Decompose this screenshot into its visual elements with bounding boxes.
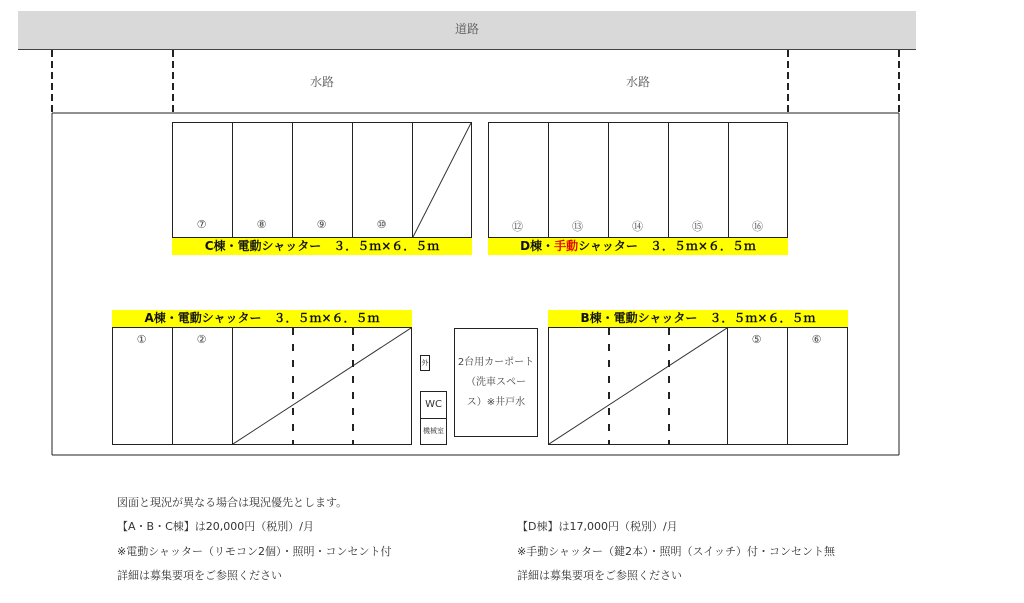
unit-number: ⑭ xyxy=(632,220,643,233)
unit-number: ② xyxy=(196,333,207,346)
note-abc-price: 【A・B・C棟】は20,000円（税別）/月 xyxy=(117,520,314,533)
d-building-label xyxy=(488,238,788,255)
note-d-price: 【D棟】は17,000円（税別）/月 xyxy=(517,520,678,533)
carport-line3: ス）※井戸水 xyxy=(466,397,526,408)
unit-number: ⑦ xyxy=(196,218,207,231)
unit-number: ⑥ xyxy=(811,333,822,346)
c-building-label: C棟・電動シャッター ３．５ｍ×６．５ｍ xyxy=(172,238,472,255)
unit-number: ⑯ xyxy=(752,220,763,233)
b-building-label: B棟・電動シャッター ３．５ｍ×６．５ｍ xyxy=(548,310,848,327)
note-priority: 図面と現況が異なる場合は現況優先とします。 xyxy=(117,496,348,509)
unit-number: ① xyxy=(136,333,147,346)
wc: WC xyxy=(420,391,447,419)
machine-room: 機械室 xyxy=(420,418,447,445)
unavailable-slash xyxy=(413,123,471,237)
units-3b-4b-unavailable xyxy=(548,327,728,445)
d-label-manual: 手動 xyxy=(554,239,579,253)
unavailable-slash xyxy=(233,328,411,444)
a-building-label: A棟・電動シャッター ３．５ｍ×６．５ｍ xyxy=(112,310,412,327)
unit-number: ⑩ xyxy=(376,218,387,231)
unit-number: ⑬ xyxy=(572,220,583,233)
d-label-pre: D棟・ xyxy=(520,239,555,253)
unit-11-unavailable xyxy=(412,122,472,238)
units-3-4-unavailable xyxy=(232,327,412,445)
unit-number: ⑤ xyxy=(751,333,762,346)
carport xyxy=(454,328,538,437)
waterway-right-label: 水路 xyxy=(625,75,650,89)
carport-line2: （洗車スペー xyxy=(466,377,526,388)
small-fixture: 外 xyxy=(420,355,430,371)
carport-line1: 2台用カーポート xyxy=(457,357,535,368)
waterway-left-label: 水路 xyxy=(309,75,334,89)
note-abc-details: 詳細は募集要項をご参照ください xyxy=(117,569,282,582)
note-abc-features: ※電動シャッター（リモコン2個）・照明・コンセント付 xyxy=(117,545,392,558)
note-d-features: ※手動シャッター（鍵2本）・照明（スイッチ）付・コンセント無 xyxy=(517,545,836,558)
d-label-post: シャッター ３．５ｍ×６．５ｍ xyxy=(578,239,756,253)
unit-number: ⑨ xyxy=(316,218,327,231)
unit-number: ⑫ xyxy=(512,220,523,233)
road-label: 道路 xyxy=(454,22,479,36)
unavailable-slash xyxy=(549,328,727,444)
note-d-details: 詳細は募集要項をご参照ください xyxy=(517,569,682,582)
unit-number: ⑮ xyxy=(692,220,703,233)
unit-number: ⑧ xyxy=(256,218,267,231)
